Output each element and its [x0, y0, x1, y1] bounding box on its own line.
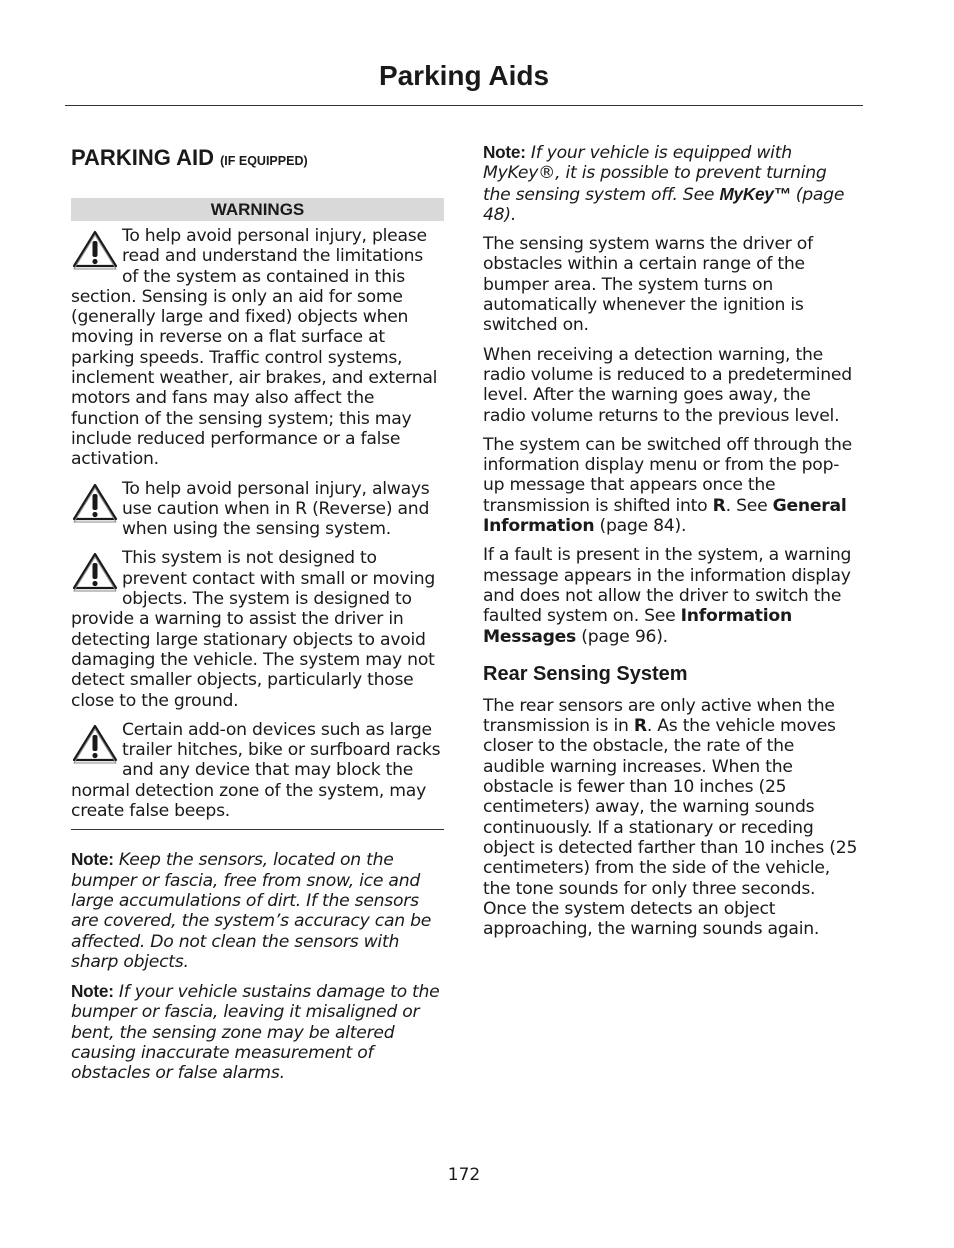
mykey-link[interactable]: MyKey™ — [719, 183, 791, 204]
note-label: Note: — [71, 981, 114, 1002]
note-mykey — [483, 142, 858, 225]
paragraph-text: The rear sensors are only active when the transmission is in — [483, 695, 835, 737]
title-divider — [65, 105, 863, 106]
warning-text: To help avoid personal injury, always use caution when in R (Reverse) and when using the sensing system. — [122, 478, 430, 540]
left-column — [71, 142, 444, 1084]
warning-text: This system is not designed to prevent contact with small or moving objects. The system is designed to provide a warning to assist the driver in detecting large stationary objects to avoid damaging the vehicle. The system may not detect smaller objects, particularly those close to the ground. — [71, 548, 436, 711]
page-title: Parking Aids — [378, 60, 550, 91]
paragraph-radio: When receiving a detection warning, the radio volume is reduced to a predetermined level. After the warning goes away, the radio volume returns to the previous level. — [483, 344, 852, 426]
paragraph-rear-sensing — [483, 696, 858, 940]
note-text: Keep the sensors, located on the bumper or fascia, free from snow, ice and large accumulations of dirt. If the sensors are covered, the system’s accuracy can be affected. Do not clean the sensors with sharp objects. — [71, 850, 432, 972]
section-title-text: PARKING AID — [71, 145, 214, 170]
paragraph-text: . As the vehicle moves closer to the obstacle, the rate of the audible warning increases. When the obstacle is fewer than 10 inches (25 centimeters) away, the warning sounds continuously. If a stationary or receding object is detected farther than 10 inches (25 centimeters) from the side of the vehicle, the tone sounds for only three seconds. Once the system detects an object approaching, the warning sounds again. — [483, 716, 858, 940]
warning-triangle-icon — [71, 720, 119, 768]
warning-triangle-icon — [71, 548, 119, 596]
paragraph-switch-off — [483, 435, 858, 536]
gear-label: R — [712, 495, 726, 516]
paragraph-text: If a fault is present in the system, a warning message appears in the information display and does not allow the driver to switch the faulted system on. See — [483, 545, 852, 627]
page-number: 172 — [447, 1165, 481, 1185]
page-ref: (page 84). — [599, 516, 687, 537]
note-damage — [71, 981, 444, 1083]
note-sensors — [71, 849, 444, 972]
paragraph-warns: The sensing system warns the driver of obstacles within a certain range of the bumper area. The system turns on automatically whenever the ignition is switched on. — [483, 234, 813, 336]
section-title — [71, 142, 444, 177]
warning-item — [71, 548, 444, 710]
page-ref: (page 48). — [483, 184, 845, 225]
gear-label: R — [633, 716, 647, 737]
note-text: If your vehicle is equipped with MyKey®, it is possible to prevent turning the sensing system off. See — [483, 143, 827, 205]
warning-item — [71, 720, 444, 821]
note-label: Note: — [71, 849, 114, 870]
page-ref: (page 96). — [581, 626, 668, 647]
paragraph-text: The system can be switched off through the information display menu or from the pop-up message that appears once the transmission is shifted into — [483, 434, 852, 516]
section-qualifier: (IF EQUIPPED) — [220, 154, 308, 168]
note-label: Note: — [483, 142, 526, 162]
warning-triangle-icon — [71, 479, 119, 527]
note-text: If your vehicle sustains damage to the bumper or fascia, leaving it misaligned or bent, the sensing zone may be altered causing inaccurate measurement of obstacles or false alarms. — [71, 982, 440, 1084]
warning-triangle-icon — [71, 226, 119, 274]
subsection-title: Rear Sensing System — [483, 662, 688, 685]
right-column — [483, 142, 858, 939]
see-text: . See — [725, 495, 768, 516]
paragraph-fault — [483, 545, 858, 646]
warning-text: To help avoid personal injury, please read and understand the limitations of the system as contained in this section. Sensing is only an aid for some (generally large and fixed) objects when moving in reverse on a flat surface at parking speeds. Traffic control systems, inclement weather, air brakes, and external motors and fans may also affect the function of the sensing system; this may include reduced performance or a false activation. — [71, 226, 438, 470]
warning-item — [71, 226, 444, 470]
warnings-header: WARNINGS — [71, 198, 444, 221]
information-messages-link[interactable]: Information Messages — [483, 606, 792, 647]
warnings-divider — [71, 829, 444, 830]
warning-item — [71, 479, 444, 540]
warning-text: Certain add-on devices such as large trailer hitches, bike or surfboard racks and any device that may block the normal detection zone of the system, may create false beeps. — [71, 719, 441, 822]
general-information-link[interactable]: General Information — [483, 495, 847, 537]
